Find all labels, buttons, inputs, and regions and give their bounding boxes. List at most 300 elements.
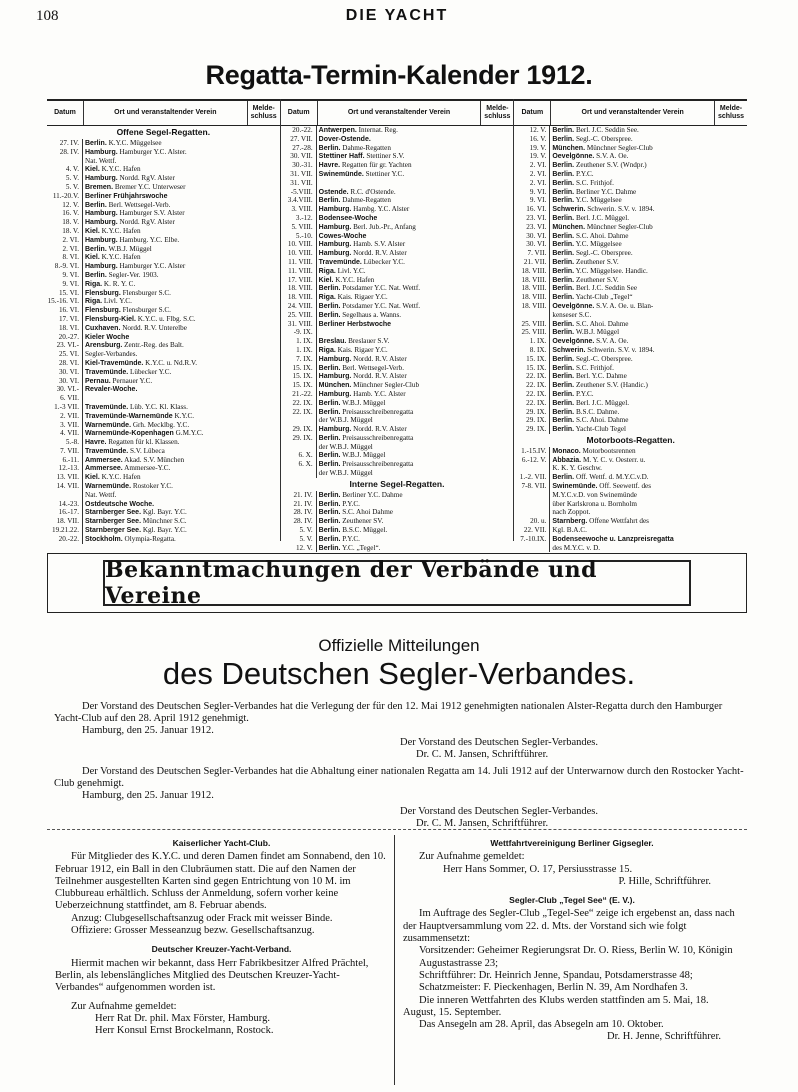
row-place: Kiel. — [85, 227, 100, 235]
row-place: Berlin. — [318, 535, 341, 543]
row-entry — [550, 447, 747, 456]
row-club: Nordd. R.V. Alster — [353, 249, 407, 258]
row-club: M.Y.C.v.D. von Swinemünde — [552, 490, 637, 499]
calendar-row — [281, 337, 514, 346]
row-place: Breslau. — [318, 338, 347, 346]
row-place: Schwerin. — [552, 346, 586, 354]
row-place: Swinemünde. — [318, 170, 364, 178]
calendar-row — [514, 381, 747, 390]
row-date: 13. VII. — [47, 473, 83, 482]
section-heading: Interne Segel-Regatten. — [349, 478, 445, 489]
row-club: P.Y.C. — [342, 499, 360, 508]
row-place: Berlin. — [552, 241, 575, 249]
row-club: Segelhaus a. Wanns. — [342, 310, 402, 319]
row-club: B.S.C. Dahme. — [575, 407, 620, 416]
notice-signature-name: Dr. C. M. Jansen, Schriftführer. — [416, 818, 549, 829]
row-club: W.B.J. Müggel — [342, 451, 386, 460]
row-place: Berlin. — [552, 364, 575, 372]
row-date: 5.-10. — [281, 232, 317, 241]
calendar-row — [514, 240, 747, 249]
row-entry — [317, 425, 514, 434]
row-date: 12. V. — [514, 126, 550, 135]
row-club: Motorbootsrennen — [582, 446, 636, 455]
signature: Dr. H. Jenne, Schriftführer. — [606, 1031, 721, 1043]
row-entry — [550, 364, 747, 373]
calendar-row — [514, 302, 747, 311]
row-entry — [317, 214, 514, 223]
row-date: 1. IX. — [281, 346, 317, 355]
row-club: S.C. Ahoi Dahme — [342, 508, 393, 517]
row-club: Segl.-C. Oberspree. — [575, 249, 633, 258]
calendar-row — [281, 372, 514, 381]
row-place: Berlin. — [552, 474, 575, 482]
row-entry — [317, 126, 514, 135]
row-club: S.C. Frithjof. — [575, 363, 614, 372]
calendar-row — [47, 464, 280, 473]
row-entry — [83, 139, 280, 148]
calendar-row — [514, 284, 747, 293]
calendar-row — [47, 165, 280, 174]
calendar-row — [514, 126, 747, 135]
row-place: Travemünde. — [85, 447, 129, 455]
row-date: 15. IX. — [281, 372, 317, 381]
row-entry — [550, 535, 747, 544]
row-club: Flensburger S.C. — [122, 306, 171, 315]
row-club: Schwerin. S.V. v. 1894. — [587, 205, 655, 214]
row-club: Preisausschreibenregatta — [342, 433, 414, 442]
row-club: Kgl. Bayr. Y.C. — [142, 508, 187, 517]
row-date: 29. IX. — [281, 425, 317, 434]
journal-title: DIE YACHT — [345, 7, 449, 24]
row-club: Stettiner S.V. — [366, 152, 405, 161]
row-place: Hamburg. — [318, 373, 352, 381]
row-entry — [317, 179, 514, 188]
calendar-row — [47, 368, 280, 377]
calendar-row — [281, 161, 514, 170]
row-entry — [317, 469, 514, 478]
row-club: Hambg. Y.C. Alster — [353, 205, 410, 214]
calendar-row — [514, 425, 747, 434]
row-entry — [83, 429, 280, 438]
row-entry — [550, 135, 747, 144]
row-place: Hamburg. — [318, 241, 352, 249]
row-club: über Karlskrona u. Bornholm — [552, 499, 637, 508]
row-entry — [83, 271, 280, 280]
row-date: 30.-31. — [281, 161, 317, 170]
row-place: Berlin. — [552, 390, 575, 398]
row-date: 16. VI. — [514, 205, 550, 214]
row-date: 7. IX. — [281, 355, 317, 364]
row-date: 6. VII. — [47, 394, 83, 403]
row-date: 25. VIII. — [281, 311, 317, 320]
row-date: 1.-2. VII. — [514, 473, 550, 482]
row-entry — [83, 421, 280, 430]
row-place: Travemünde. — [85, 368, 129, 376]
row-place: Travemünde. — [318, 258, 362, 266]
club-heading: Segler-Club „Tegel See“ (E. V.). — [509, 895, 635, 906]
calendar-row — [514, 508, 747, 517]
row-club: Hamb. Y.C. Alster — [353, 389, 406, 398]
row-place: Warnemünde. — [85, 483, 132, 491]
row-club: Pernauer Y.C. — [112, 376, 153, 385]
row-club: Breslauer S.V. — [348, 337, 390, 346]
row-club: K.Y.C. Hafen — [101, 165, 141, 174]
calendar-row — [281, 517, 514, 526]
calendar-row — [514, 500, 747, 509]
row-place: Dover-Ostende. — [318, 135, 371, 143]
row-place: München. — [552, 223, 586, 231]
row-date: 11. VIII. — [281, 267, 317, 276]
calendar-row — [281, 434, 514, 443]
row-club: Grh. Mecklbg. Y.C. — [132, 420, 190, 429]
row-club: S.C. Frithjof. — [575, 178, 614, 187]
calendar-row — [47, 412, 280, 421]
calendar-row — [281, 214, 514, 223]
row-club: Kgl. Bayr. Y.C. — [142, 526, 187, 535]
row-date: 8.-9. VI. — [47, 262, 83, 271]
row-club: Schwerin. S.V. v. 1894. — [587, 345, 655, 354]
row-entry — [317, 337, 514, 346]
calendar-row — [47, 491, 280, 500]
row-date: 25. VI. — [47, 350, 83, 359]
paragraph: Herr Hans Sommer, O. 17, Persiusstrasse 15. — [443, 863, 633, 875]
row-entry — [317, 135, 514, 144]
row-club: Stettiner Y.C. — [365, 169, 405, 178]
calendar-row — [47, 201, 280, 210]
row-date: 6.-12. V. — [514, 456, 550, 465]
row-entry — [83, 535, 280, 544]
calendar-row — [47, 227, 280, 236]
row-club: Lüb. Y.C. Kl. Klass. — [129, 402, 188, 411]
row-place: Berlin. — [85, 201, 107, 209]
header-datum: Datum — [47, 101, 84, 125]
row-club: Y.C. Müggelsee. Handic. — [575, 266, 648, 275]
paragraph: Zur Aufnahme gemeldet: — [71, 1000, 177, 1012]
row-club: Münchner S.C. — [142, 517, 187, 526]
row-entry — [83, 183, 280, 192]
row-entry — [317, 188, 514, 197]
row-place: Berlin. — [318, 452, 341, 460]
row-place: Berlin. — [552, 232, 575, 240]
row-entry — [550, 152, 747, 161]
calendar-row — [281, 232, 514, 241]
row-entry — [317, 276, 514, 285]
row-place: Berlin. — [318, 509, 341, 517]
row-entry — [83, 218, 280, 227]
row-place: Berlin. — [552, 170, 575, 178]
row-entry — [83, 517, 280, 526]
row-entry — [550, 276, 747, 285]
row-club: Regatten für gr. Yachten — [341, 161, 412, 170]
notice-1 — [54, 701, 748, 761]
row-place: Riga. — [318, 294, 336, 302]
notice-text: Der Vorstand des Deutschen Segler-Verbandes hat die Abhaltung einer nationalen Regatta am 14. Juli 1912 auf der Unterwarnow durch den Rostocker Yacht-Club genehmigt. — [54, 766, 744, 789]
calendar-row — [281, 355, 514, 364]
row-date: 7.-10.IX. — [514, 535, 550, 544]
row-club: R.C. d'Ostende. — [350, 187, 396, 196]
calendar-row — [47, 385, 280, 394]
calendar-row — [281, 469, 514, 478]
notice-2 — [54, 766, 748, 830]
row-entry — [550, 482, 747, 491]
calendar-row — [514, 491, 747, 500]
row-place: Berlin. — [552, 188, 575, 196]
row-place: Bodensee-Woche — [318, 214, 378, 222]
row-place: Berlin. — [318, 311, 341, 319]
row-entry — [317, 491, 514, 500]
row-date: 22. IX. — [514, 372, 550, 381]
row-club: K. K. Y. Geschw. — [552, 464, 602, 473]
row-place: Kiel. — [85, 254, 100, 262]
row-entry — [317, 311, 514, 320]
row-date: 1. IX. — [514, 337, 550, 346]
row-place: Berlin. — [318, 144, 341, 152]
row-date: 25. VIII. — [514, 328, 550, 337]
regatta-calendar — [47, 99, 747, 552]
row-entry — [83, 245, 280, 254]
row-place: Berlin. — [552, 162, 575, 170]
header-melde: Melde-schluss — [250, 105, 277, 120]
row-entry — [83, 315, 280, 324]
row-club: K.Y.C. Hafen — [335, 275, 375, 284]
row-entry — [550, 214, 747, 223]
row-date: 10. VIII. — [281, 249, 317, 258]
calendar-row — [47, 280, 280, 289]
row-date: 5. V. — [281, 526, 317, 535]
row-club: der W.B.J. Müggel — [318, 442, 373, 451]
row-entry — [83, 447, 280, 456]
club-heading: Deutscher Kreuzer-Yacht-Verband. — [151, 944, 292, 955]
calendar-row — [47, 341, 280, 350]
row-place: Berlin. — [318, 461, 341, 469]
row-place: Hamburg. — [85, 219, 118, 227]
calendar-row — [514, 276, 747, 285]
row-entry — [317, 535, 514, 544]
calendar-row — [514, 364, 747, 373]
calendar-row — [514, 188, 747, 197]
calendar-row — [514, 544, 747, 553]
row-place: Berlin. — [552, 417, 575, 425]
row-entry — [550, 526, 747, 535]
row-club: Regatten für kl. Klassen. — [108, 438, 180, 447]
row-entry — [317, 399, 514, 408]
row-date: 21. IV. — [281, 491, 317, 500]
row-club: Lübecker Y.C. — [363, 257, 405, 266]
row-place: Starnberger See. — [85, 527, 142, 535]
calendar-row — [281, 179, 514, 188]
row-place: Hamburg. — [85, 263, 118, 271]
calendar-row — [514, 267, 747, 276]
calendar-row — [281, 399, 514, 408]
row-club: Berl. Wettsegel-Verb. — [108, 200, 171, 209]
row-club: Rostoker Y.C. — [132, 482, 173, 491]
row-date: 5. V. — [47, 183, 83, 192]
calendar-row — [281, 144, 514, 153]
header-melde: Melde-schluss — [484, 105, 511, 120]
row-date: 16.-17. — [47, 508, 83, 517]
row-entry — [550, 456, 747, 465]
row-entry — [317, 161, 514, 170]
row-date: 22. IX. — [514, 399, 550, 408]
calendar-row — [47, 456, 280, 465]
row-entry — [317, 328, 514, 337]
calendar-row — [281, 328, 514, 337]
calendar-row — [47, 139, 280, 148]
row-place: Berlin. — [552, 329, 575, 337]
row-date — [47, 491, 83, 500]
row-place: Hamburg. — [85, 175, 118, 183]
calendar-row — [281, 126, 514, 135]
row-date: 9. VI. — [47, 280, 83, 289]
row-club: Potsdamer Y.C. Nat. Wettf. — [342, 301, 421, 310]
calendar-row — [47, 421, 280, 430]
paragraph: Zur Aufnahme gemeldet: — [419, 851, 525, 863]
row-club: Preisausschreibenregatta — [342, 407, 414, 416]
row-entry — [550, 399, 747, 408]
calendar-column-1 — [47, 99, 281, 541]
calendar-row — [281, 240, 514, 249]
row-club: K.Y.C. — [174, 411, 195, 420]
calendar-row — [514, 408, 747, 417]
calendar-row — [47, 148, 280, 157]
calendar-row — [514, 214, 747, 223]
row-date: 18. VIII. — [281, 293, 317, 302]
notice-signature-name: Dr. C. M. Jansen, Schriftführer. — [416, 749, 549, 760]
row-date: 18. VIII. — [514, 267, 550, 276]
row-date: 7-8. VII. — [514, 482, 550, 491]
row-entry — [83, 368, 280, 377]
row-place: Stockholm. — [85, 535, 123, 543]
row-date: 30. VI. — [47, 368, 83, 377]
row-place: Schwerin. — [552, 206, 586, 214]
row-place: Pernau. — [85, 377, 111, 385]
calendar-row — [47, 394, 280, 403]
row-club: Lübecker Y.C. — [129, 367, 172, 376]
row-entry — [83, 341, 280, 350]
row-place: Bodenseewoche u. Lanzpreisregatta — [552, 535, 674, 543]
row-place: Starnberg. — [552, 518, 588, 526]
row-place: Riga. — [318, 267, 336, 275]
paragraph: Offiziere: Grosser Messeanzug bezw. Gesellschaftsanzug. — [71, 925, 315, 937]
row-date: 4. VII. — [47, 429, 83, 438]
row-entry — [83, 500, 280, 509]
row-date: 14. VII. — [47, 482, 83, 491]
row-date: 18. VIII. — [281, 284, 317, 293]
row-club: Kais. Rigaer Y.C. — [337, 345, 388, 354]
row-date: 8. IX. — [514, 346, 550, 355]
row-entry — [83, 473, 280, 482]
row-club: P.Y.C. — [575, 169, 594, 178]
row-place: Antwerpen. — [318, 127, 357, 134]
row-place: Berlin. — [85, 271, 107, 279]
calendar-row — [281, 491, 514, 500]
row-date: 22. VII. — [514, 526, 550, 535]
row-place: Hamburg. — [85, 148, 118, 156]
row-entry — [317, 355, 514, 364]
row-entry — [317, 544, 514, 553]
calendar-column-3 — [514, 99, 747, 552]
row-date: 18. VIII. — [514, 284, 550, 293]
row-entry — [83, 377, 280, 386]
row-entry — [550, 390, 747, 399]
row-place: Berlin. — [318, 364, 341, 372]
paragraph: Herr Konsul Ernst Brockelmann, Rostock. — [95, 1025, 274, 1037]
row-date: 25. VIII. — [514, 320, 550, 329]
row-entry — [550, 337, 747, 346]
calendar-rows — [281, 126, 514, 478]
calendar-row — [281, 205, 514, 214]
row-date — [514, 544, 550, 553]
row-club: Preisausschreibenregatta — [342, 460, 414, 469]
row-place: Ostdeutsche Woche. — [85, 500, 155, 508]
row-club: Hamburger Y.C. Alster. — [119, 147, 187, 156]
row-place: Arensburg. — [85, 342, 123, 350]
row-date: 23. VI. — [514, 223, 550, 232]
row-entry — [317, 240, 514, 249]
row-club: Zeuthener S.V. (Wndpr.) — [575, 161, 647, 170]
row-entry — [550, 144, 747, 153]
calendar-row — [47, 508, 280, 517]
row-club: Nat. Wettf. — [85, 490, 117, 499]
row-place: Kiel. — [318, 276, 334, 284]
paragraph: Schatzmeister: F. Pieckenhagen, Berlin N. 39, Am Nordhafen 3. — [419, 982, 688, 994]
row-club: Dahme-Regatten — [342, 196, 391, 205]
row-date — [514, 311, 550, 320]
row-entry — [550, 346, 747, 355]
row-date: 7. VII. — [514, 249, 550, 258]
row-date: 29. IX. — [514, 416, 550, 425]
calendar-row — [47, 438, 280, 447]
official-heading-2: des Deutschen Segler-Verbandes. — [162, 656, 636, 691]
calendar-row — [281, 284, 514, 293]
row-club: Segl.-C. Oberspree. — [575, 134, 633, 143]
calendar-row — [281, 390, 514, 399]
row-entry — [550, 311, 747, 320]
paragraph: Anzug: Clubgesellschaftsanzug oder Frack mit weisser Binde. — [71, 912, 333, 924]
row-date: 27.-28. — [281, 144, 317, 153]
row-club: Nordd. R.V. Unterelbe — [122, 323, 187, 332]
calendar-row — [47, 482, 280, 491]
row-club: Nat. Wettf. — [85, 156, 117, 165]
row-club: kenseser S.C. — [552, 310, 592, 319]
calendar-row — [514, 482, 747, 491]
row-date: 22. IX. — [514, 381, 550, 390]
row-date: 12. V. — [47, 201, 83, 210]
calendar-row — [281, 320, 514, 329]
calendar-row — [281, 223, 514, 232]
calendar-row — [47, 245, 280, 254]
row-date: 2. VI. — [514, 161, 550, 170]
calendar-row — [281, 196, 514, 205]
row-entry — [83, 148, 280, 157]
calendar-row — [47, 271, 280, 280]
row-club: Berl. J.C. Müggel. — [575, 398, 630, 407]
row-entry — [317, 249, 514, 258]
row-place: Cuxhaven. — [85, 324, 121, 332]
row-entry — [317, 170, 514, 179]
row-club: Bremer Y.C. Unterweser — [114, 182, 186, 191]
calendar-rows — [281, 491, 514, 553]
row-place: Riga. — [318, 346, 336, 354]
paragraph: Vorsitzender: Geheimer Regierungsrat Dr. O. Riess, Berlin W. 10, Königin Augustastrasse 23; — [419, 945, 733, 969]
row-entry — [550, 223, 747, 232]
row-entry — [317, 196, 514, 205]
right-column — [395, 835, 747, 1085]
row-place: Starnberger See. — [85, 509, 142, 517]
row-club: Offene Wettfahrt des — [589, 517, 649, 526]
row-place: Kieler Woche — [85, 333, 130, 341]
row-club: Zeuthener S.V. — [575, 257, 619, 266]
